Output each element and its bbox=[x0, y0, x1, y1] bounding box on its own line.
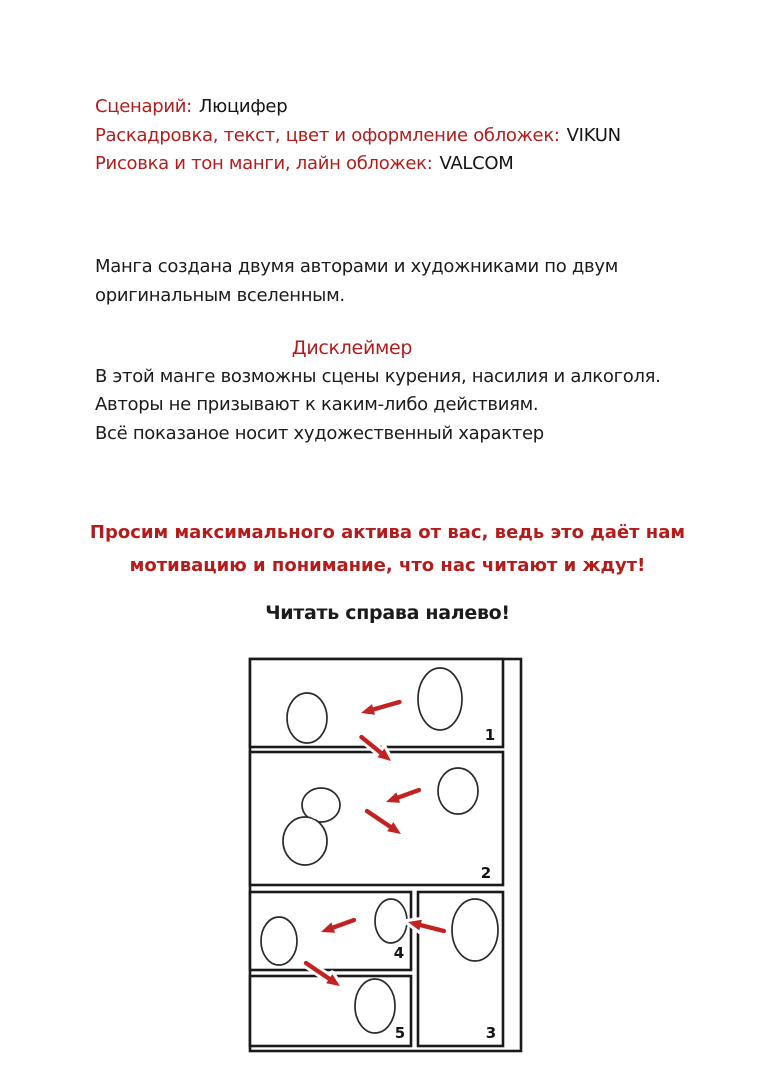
bubble-oval bbox=[375, 899, 407, 943]
bubble-oval bbox=[438, 768, 478, 814]
disclaimer-line: Авторы не призывают к каким-либо действиям. bbox=[95, 394, 539, 416]
bubble-oval bbox=[452, 899, 498, 961]
credit-person-name: VIKUN bbox=[566, 124, 621, 146]
credit-role-label: Сценарий: bbox=[95, 96, 192, 117]
appeal-line: Просим максимального актива от вас, ведь это даёт нам bbox=[89, 522, 686, 543]
about-line: оригинальным вселенным. bbox=[95, 285, 345, 306]
credit-role-label: Рисовка и тон манги, лайн обложек: bbox=[95, 153, 433, 174]
reading-direction-note: Читать справа налево! bbox=[265, 602, 510, 624]
bubble-oval bbox=[287, 693, 327, 743]
credit-role-label: Раскадровка, текст, цвет и оформление обложек: bbox=[95, 124, 560, 146]
disclaimer-line: Всё показаное носит художественный характер bbox=[95, 422, 544, 444]
panel-number-1: 1 bbox=[484, 726, 496, 744]
about-line: Манга создана двумя авторами и художниками по двум bbox=[95, 256, 618, 277]
credit-person-name: Люцифер bbox=[198, 96, 288, 117]
panel-1 bbox=[250, 659, 503, 747]
appeal-line: мотивацию и понимание, что нас читают и ждут! bbox=[129, 554, 646, 576]
panel-number-4: 4 bbox=[393, 944, 405, 962]
bubble-oval bbox=[418, 668, 462, 730]
disclaimer-line: В этой манге возможны сцены курения, насилия и алкоголя. bbox=[95, 366, 661, 387]
panel-number-2: 2 bbox=[480, 864, 492, 882]
credit-person-name: VALCOM bbox=[439, 153, 514, 174]
panel-number-3: 3 bbox=[485, 1024, 497, 1042]
disclaimer-title: Дисклеймер bbox=[291, 337, 413, 359]
panel-number-5: 5 bbox=[394, 1024, 406, 1042]
bubble-oval bbox=[261, 917, 297, 965]
bubble-oval bbox=[355, 979, 395, 1033]
